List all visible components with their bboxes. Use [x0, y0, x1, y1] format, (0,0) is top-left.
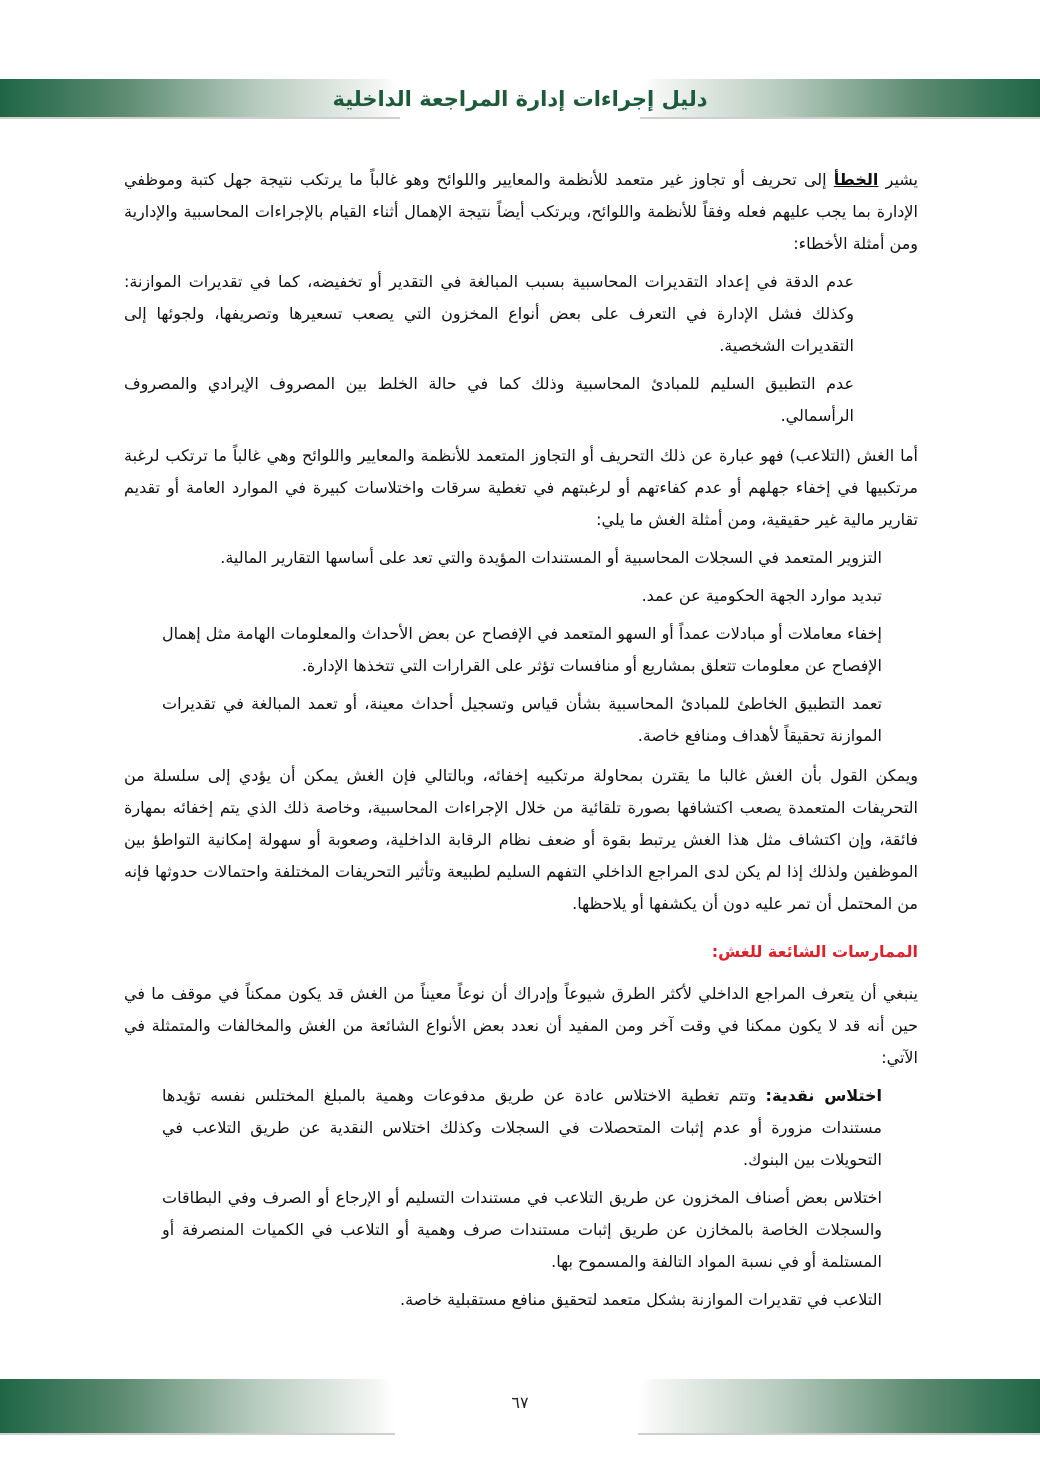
- list-item: [162, 1080, 882, 1176]
- error-term: الخطأ: [833, 170, 879, 189]
- page-number: ٦٧: [511, 1393, 529, 1412]
- fraud-conclusion-paragraph: ويمكن القول بأن الغش غالبا ما يقترن بمحاولة مرتكبيه إخفائه، وبالتالي فإن الغش يمكن أن يؤدي إلى سلسلة من التحريفات المتعمدة يصعب اكتشافها بصورة تلقائية من خلال الإجراءات المحاسبية، وخاصة ذلك الذي يتم إخفائه بمهارة فائقة، وإن اكتشاف مثل هذا الغش يرتبط بقوة أو ضعف نظام الرقابة الداخلية، وصعوبة أو سهولة إمكانية التواطؤ بين الموظفين ولذلك إذا لم يكن لدى المراجع الداخلي التفهم السليم لطبيعة وتأثير التحريفات المختلفة واحتمالات حدوثها فإنه من المحتمل أن تمر عليه دون أن يكشفها أو يلاحظها.: [124, 766, 918, 913]
- list-item: تعمد التطبيق الخاطئ للمبادئ المحاسبية بشأن قياس وتسجيل أحداث معينة، أو تعمد المبالغة في تقديرات الموازنة تحقيقاً لأهداف ومنافع خاصة.: [162, 694, 882, 745]
- list-item: عدم التطبيق السليم للمبادئ المحاسبية وذلك كما في حالة الخلط بين المصروف الإيرادي والمصروف الرأسمالي.: [124, 374, 854, 425]
- fraud-intro-paragraph: أما الغش (التلاعب) فهو عبارة عن ذلك التحريف أو التجاوز المتعمد للأنظمة والمعايير واللوائح وهي غالباً ما ترتكب لرغبة مرتكبيها في إخفاء جهلهم أو عدم كفاءتهم أو لرغبتهم في تغطية سرقات واختلاسات كبيرة في الموارد العامة أو تقديم تقارير مالية غير حقيقية، ومن أمثلة الغش ما يلي:: [124, 446, 918, 529]
- page-content: [124, 164, 918, 1324]
- list-item: [162, 1284, 882, 1316]
- errors-intro-rest: إلى تحريف أو تجاوز غير متعمد للأنظمة والمعايير واللوائح وهو غالباً ما يرتكب نتيجة جهل كتبة وموظفي الإدارة بما يجب عليهم فعله وفقاً للأنظمة واللوائح، ويرتكب أيضاً نتيجة الإهمال أثناء القيام بالإجراءات المحاسبية والإدارية ومن أمثلة الأخطاء:: [124, 170, 918, 253]
- list-item-text: وتتم تغطية الاختلاس عادة عن طريق مدفوعات وهمية بالمبلغ المختلس نفسه تؤيدها مستندات مزورة أو عدم إثبات المتحصلات في السجلات وكذلك اختلاس النقدية عن طريق التلاعب في التحويلات بين البنوك.: [162, 1086, 882, 1169]
- document-title: دليل إجراءات إدارة المراجعة الداخلية: [332, 87, 708, 111]
- list-item: إخفاء معاملات أو مبادلات عمداً أو السهو المتعمد في الإفصاح عن بعض الأحداث والمعلومات الهامة مثل إهمال الإفصاح عن معلومات تتعلق بمشاريع أو منافسات تؤثر على القرارات التي تتخذها الإدارة.: [162, 624, 882, 675]
- errors-intro-prefix: يشير: [878, 170, 918, 189]
- list-item: التزوير المتعمد في السجلات المحاسبية أو المستندات المؤيدة والتي تعد على أساسها التقارير المالية.: [220, 548, 882, 567]
- list-item: عدم الدقة في إعداد التقديرات المحاسبية بسبب المبالغة في التقدير أو تخفيضه، كما في تقديرات الموازنة: وكذلك فشل الإدارة في التعرف على بعض أنواع المخزون التي يصعب تسعيرها وتصريفها، ولجوئها إلى التقديرات الشخصية.: [124, 272, 854, 355]
- section-heading-common-practices: الممارسات الشائعة للغش:: [711, 942, 918, 961]
- list-item-text: اختلاس بعض أصناف المخزون عن طريق التلاعب في مستندات التسليم أو الإرجاع أو الصرف وفي البطاقات والسجلات الخاصة بالمخازن عن طريق إثبات مستندات صرف وهمية أو التلاعب في الكميات المنصرفة أو المستلمة أو في نسبة المواد التالفة والمسموح بها.: [162, 1188, 882, 1271]
- errors-examples-list: [124, 266, 854, 432]
- list-item-text: التلاعب في تقديرات الموازنة بشكل متعمد لتحقيق منافع مستقبلية خاصة.: [400, 1290, 882, 1309]
- footer-band-left-gradient: [0, 1379, 395, 1435]
- common-practices-intro: ينبغي أن يتعرف المراجع الداخلي لأكثر الطرق شيوعاً وإدراك أن نوعاً معيناً من الغش قد يكون ممكناً في موقف ما في حين أنه قد لا يكون ممكنا في وقت آخر ومن المفيد أن نعدد بعض الأنواع الشائعة من الغش والمخالفات والمتمثلة في الآتي:: [124, 984, 918, 1067]
- list-item: تبديد موارد الجهة الحكومية عن عمد.: [641, 586, 882, 605]
- fraud-examples-list: [162, 542, 882, 752]
- list-item-lead: اختلاس نقدية:: [765, 1086, 882, 1105]
- footer-band-right-gradient: [638, 1379, 1040, 1435]
- errors-intro-paragraph: [124, 164, 918, 260]
- common-practices-list: [162, 1080, 882, 1316]
- list-item: [162, 1182, 882, 1278]
